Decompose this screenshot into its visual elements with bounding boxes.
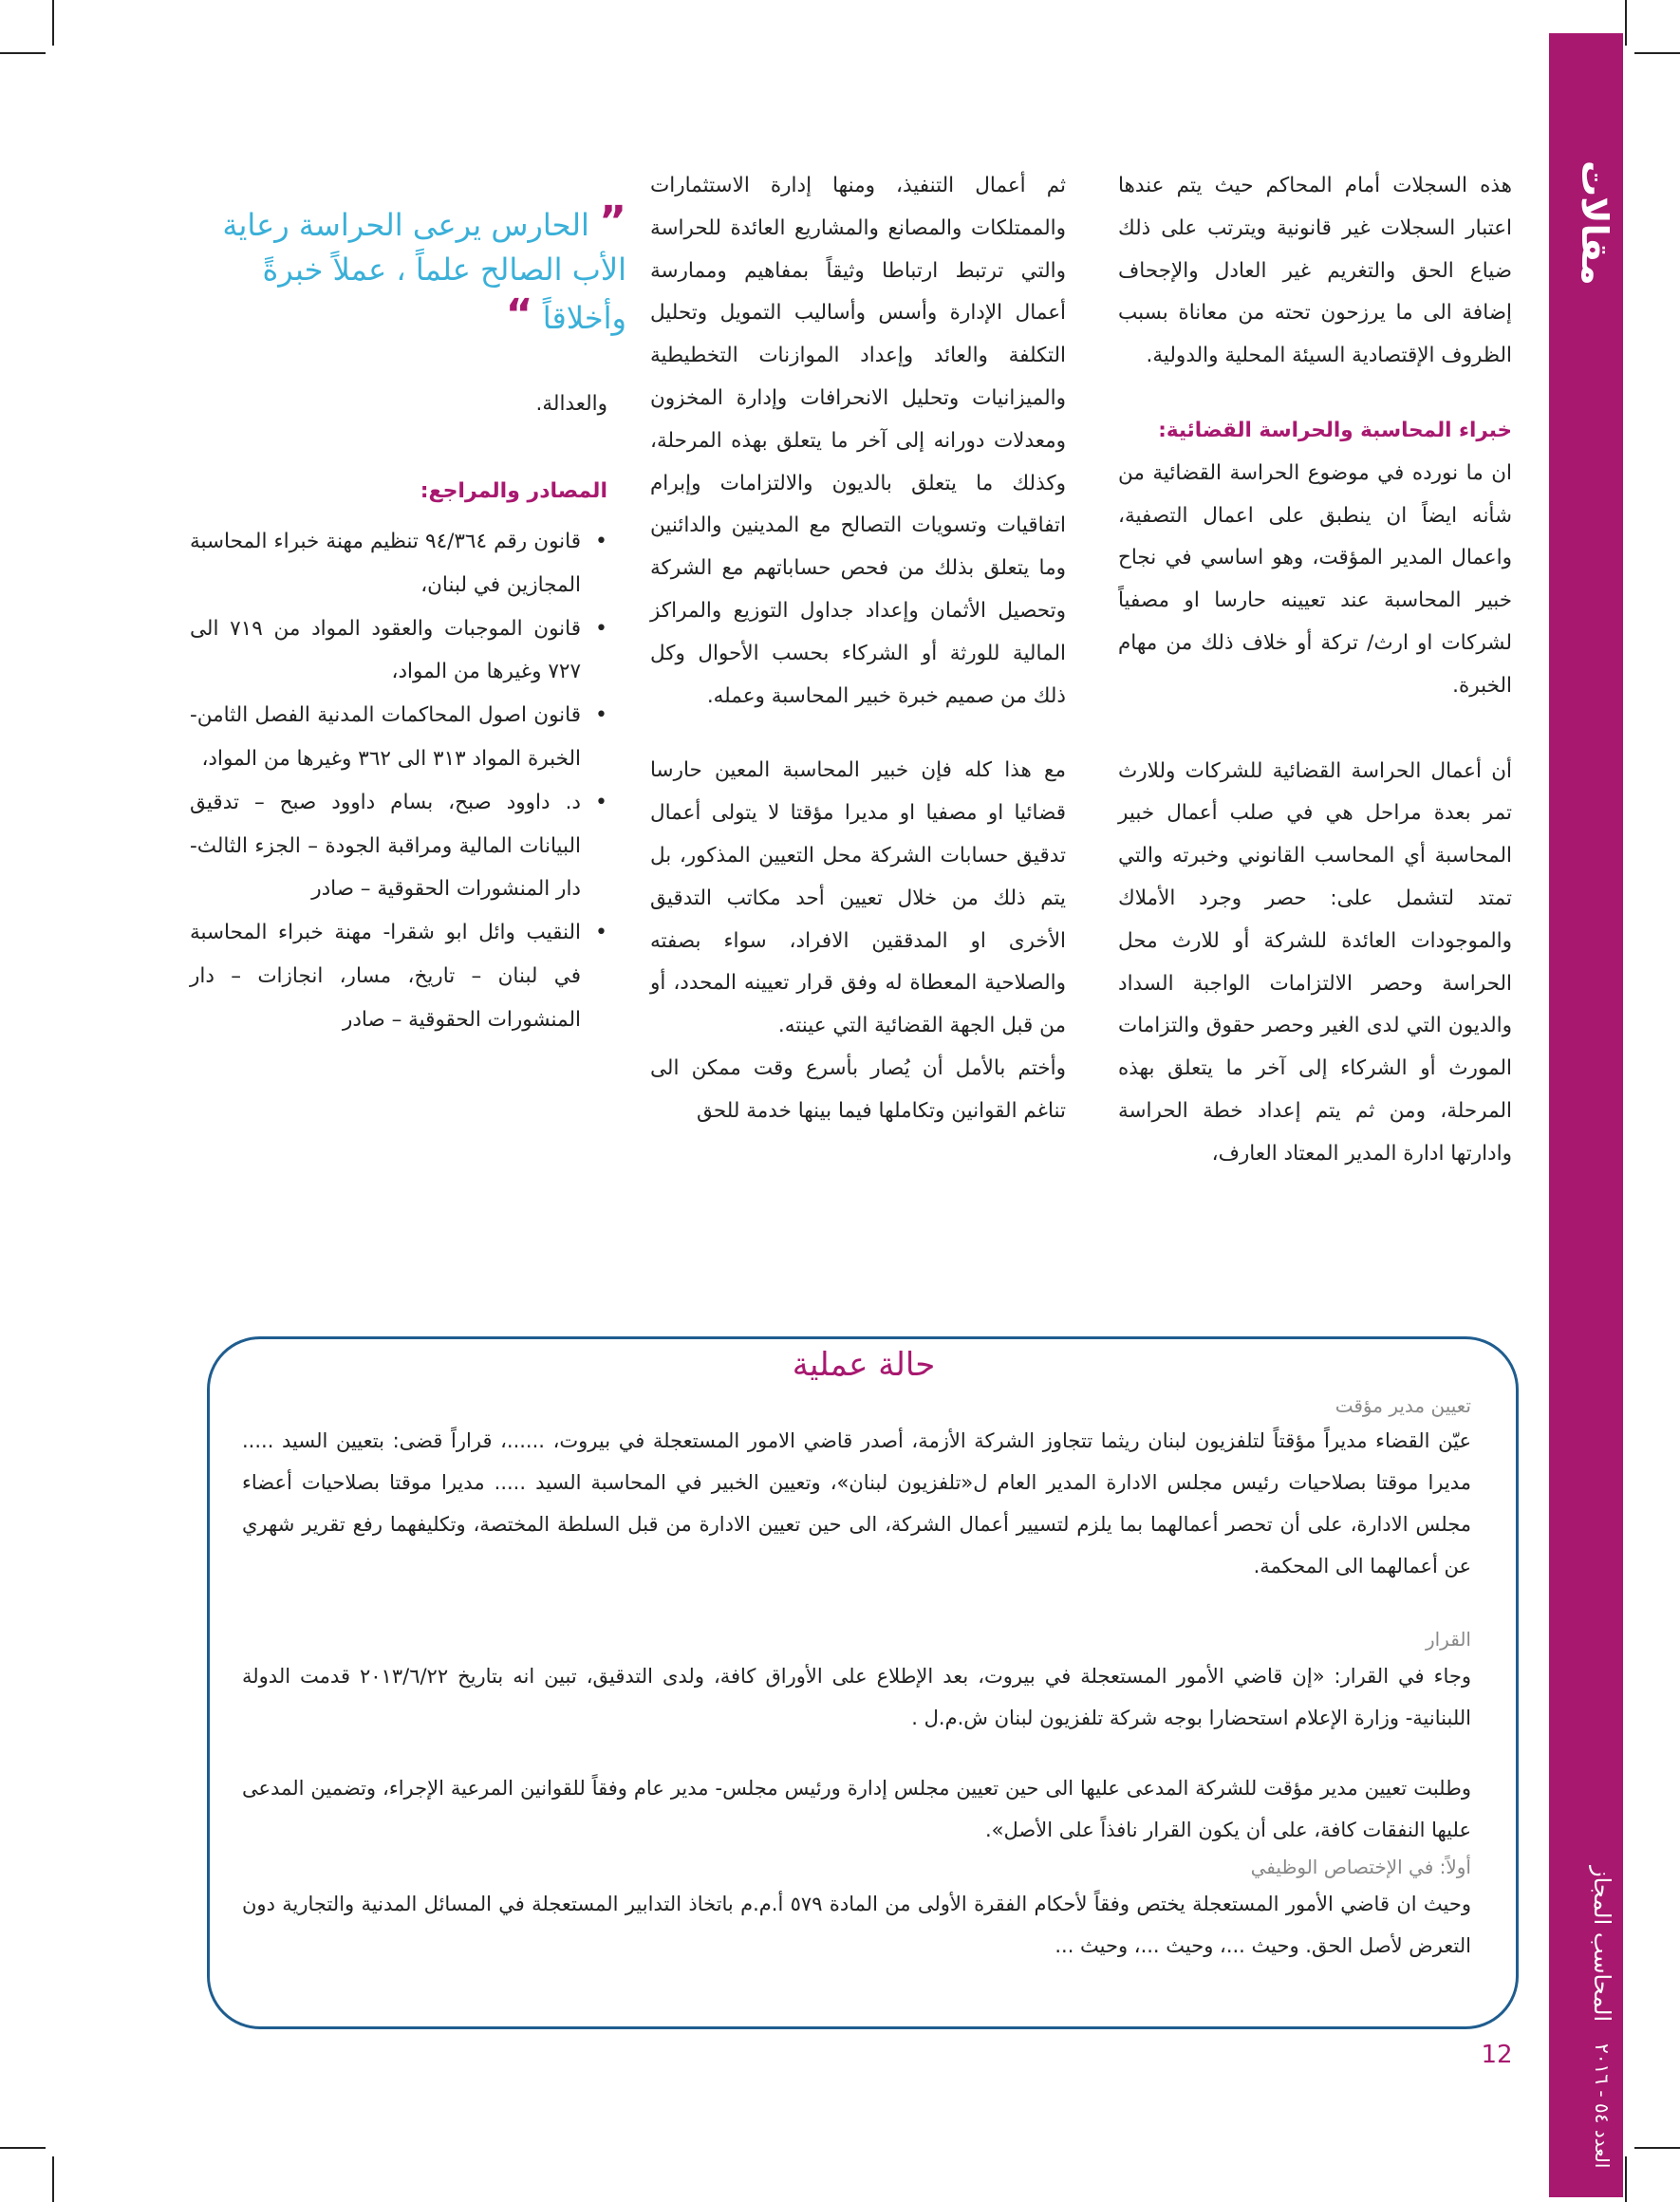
- reference-item: • قانون رقم ٩٤/٣٦٤ تنظيم مهنة خبراء المحاسبة المجازين في لبنان،: [190, 520, 607, 607]
- paragraph: مع هذا كله فإن خبير المحاسبة المعين حارسا قضائيا او مصفيا او مديرا مؤقتا لا يتولى أعمال تدقيق حسابات الشركة محل التعيين المذكور، بل يتم ذلك من خلال تعيين أحد مكاتب التدقيق الأخرى او المدققين الافراد، سواء بصفته والصلاحية المعطاة له وفق قرار تعيينه المحدد، أو من قبل الجهة القضائية التي عينته.: [650, 758, 1066, 1038]
- case-study-body: [242, 1391, 1471, 1967]
- reference-item: • قانون اصول المحاكمات المدنية الفصل الثامن- الخبرة المواد ٣١٣ الى ٣٦٢ وغيرها من المواد،: [190, 694, 607, 781]
- magazine-name: المحاسب المجاز: [1589, 1865, 1615, 2022]
- section-label: مقالات: [1574, 160, 1615, 286]
- bullet-icon: •: [595, 530, 607, 553]
- crop-mark: [1634, 52, 1680, 54]
- reference-item: • النقيب وائل ابو شقرا- مهنة خبراء المحاسبة في لبنان – تاريخ، مسار، انجازات – دار المنشورات الحقوقية – صادر: [190, 911, 607, 1041]
- paragraph: ان ما نورده في موضوع الحراسة القضائية من شأنه ايضاً ان ينطبق على اعمال التصفية، واعمال المدير المؤقت، وهو اساسي في نجاح خبير المحاسبة عند تعيينه حارسا او مصفياً لشركات او ارث/ تركة أو خلاف ذلك من مهام الخبرة.: [1118, 460, 1512, 698]
- magazine-footer: [1559, 1860, 1615, 2174]
- section-heading: خبراء المحاسبة والحراسة القضائية:: [1158, 418, 1512, 442]
- paragraph: ثم أعمال التنفيذ، ومنها إدارة الاستثمارات والممتلكات والمصانع والمشاريع العائدة للحراسة والتي ترتبط ارتباطا وثيقاً بمفاهيم وممارسة أعمال الإدارة وأسس وأساليب التمويل وتحليل التكلفة والعائد وإعداد الموازنات التخطيطية والميزانيات وتحليل الانحرافات وإدارة المخزون ومعدلات دورانه إلى آخر ما يتعلق بهذه المرحلة، وكذلك ما يتعلق بالديون والالتزامات وإبرام اتفاقيات وتسويات التصالح مع المدينين والدائنين وما يتعلق بذلك من فحص حساباتهم مع الشركة وتحصيل الأثمان وإعداد جداول التوزيع والمراكز المالية للورثة أو الشركاء بحسب الأحوال وكل ذلك من صميم خبرة خبير المحاسبة وعمله.: [650, 174, 1066, 708]
- crop-mark: [0, 52, 46, 54]
- quote-open-mark: ”: [599, 197, 626, 246]
- case-subheading: القرار: [1425, 1628, 1471, 1651]
- bullet-icon: •: [595, 921, 607, 945]
- article-column-right: [1118, 165, 1512, 1176]
- crop-mark: [0, 2147, 46, 2149]
- issue-label: العدد ٥٤ - ٢٠١٦: [1591, 2043, 1614, 2169]
- case-study-title: حالة عملية: [721, 1346, 1006, 1384]
- article-column-middle: [650, 165, 1066, 1133]
- continued-text: والعدالة.: [535, 392, 607, 416]
- crop-mark: [1625, 0, 1627, 46]
- case-paragraph: وطلبت تعيين مدير مؤقت للشركة المدعى عليها الى حين تعيين مجلس إدارة ورئيس مجلس- مدير عام وفقاً للقوانين المرعية الإجراء، وتضمين المدعى عليها النفقات كافة، على أن يكون القرار نافذاً على الأصل».: [242, 1777, 1471, 1841]
- paragraph: أن أعمال الحراسة القضائية للشركات وللارث تمر بعدة مراحل هي في صلب أعمال خبير المحاسبة أي المحاسب القانوني وخبرته والتي تمتد لتشمل على: حصر وجرد الأملاك والموجودات العائدة للشركة أو للارث محل الحراسة وحصر الالتزامات الواجبة السداد والديون التي لدى الغير وحصر حقوق والتزامات المورث أو الشركاء إلى آخر ما يتعلق بهذه المرحلة، ومن ثم يتم إعداد خطة الحراسة وادارتها ادارة المدير المعتاد العارف،: [1118, 758, 1512, 1166]
- references-list: [190, 520, 607, 1042]
- bullet-icon: •: [595, 616, 607, 641]
- bullet-icon: •: [595, 703, 607, 728]
- paragraph: هذه السجلات أمام المحاكم حيث يتم عندها اعتبار السجلات غير قانونية ويترتب على ذلك ضياع الحق والتغريم غير العادل والإجحاف إضافة الى ما يرزحون تحته من معاناة بسبب الظروف الإقتصادية السيئة المحلية والدولية.: [1118, 174, 1512, 368]
- references-heading: المصادر والمراجع:: [420, 479, 607, 503]
- crop-mark: [52, 0, 54, 46]
- pull-quote: [180, 199, 626, 341]
- case-paragraph: عيّن القضاء مديراً مؤقتاً لتلفزيون لبنان ريثما تتجاوز الشركة الأزمة، أصدر قاضي الامور المستعجلة في بيروت، ......، قراراً قضى: بتعيين السيد ..... مديرا موقتا بصلاحيات رئيس مجلس الادارة المدير العام ل«تلفزيون لبنان»، وتعيين الخبير في المحاسبة السيد ..... مديرا موقتا بصلاحيات أعضاء مجلس الادارة، على أن تحصر أعمالهما بما يلزم لتسيير أعمال الشركة، الى حين تعيين الادارة من قبل السلطة المختصة، وتكليفهما رفع تقرير شهري عن أعمالهما الى المحكمة.: [242, 1429, 1471, 1577]
- crop-mark: [1634, 2147, 1680, 2149]
- pull-quote-text: الحارس يرعى الحراسة رعاية الأب الصالح علماً ، عملاً خبرةً وأخلاقاً: [222, 207, 626, 336]
- bullet-icon: •: [595, 790, 607, 814]
- reference-item: • قانون الموجبات والعقود المواد من ٧١٩ الى ٧٢٧ وغيرها من المواد،: [190, 607, 607, 695]
- case-paragraph: وحيث ان قاضي الأمور المستعجلة يختص وفقاً لأحكام الفقرة الأولى من المادة ٥٧٩ أ.م.م باتخاذ التدابير المستعجلة في المسائل المدنية والتجارية دون التعرض لأصل الحق. وحيث ...، وحيث ...، وحيث ...: [242, 1893, 1471, 1957]
- case-subheading: أولاً: في الإختصاص الوظيفي: [1250, 1856, 1471, 1878]
- case-paragraph: وجاء في القرار: «إن قاضي الأمور المستعجلة في بيروت، بعد الإطلاع على الأوراق كافة، ولدى التدقيق، تبين انه بتاريخ ٢٠١٣/٦/٢٢ قدمت الدولة اللبنانية- وزارة الإعلام استحضارا بوجه شركة تلفزيون لبنان ش.م.ل .: [242, 1665, 1471, 1729]
- paragraph: وأختم بالأمل أن يُصار بأسرع وقت ممكن الى تناغم القوانين وتكاملها فيما بينها خدمة للحق: [650, 1055, 1066, 1123]
- quote-close-mark: “: [505, 290, 533, 339]
- crop-mark: [52, 2156, 54, 2202]
- page-number: 12: [1481, 2041, 1513, 2069]
- reference-item: • د. داوود صبح، بسام داوود صبح – تدقيق البيانات المالية ومراقبة الجودة – الجزء الثالث- دار المنشورات الحقوقية – صادر: [190, 781, 607, 911]
- case-subheading: تعيين مدير مؤقت: [1335, 1394, 1471, 1417]
- crop-mark: [1625, 2156, 1627, 2202]
